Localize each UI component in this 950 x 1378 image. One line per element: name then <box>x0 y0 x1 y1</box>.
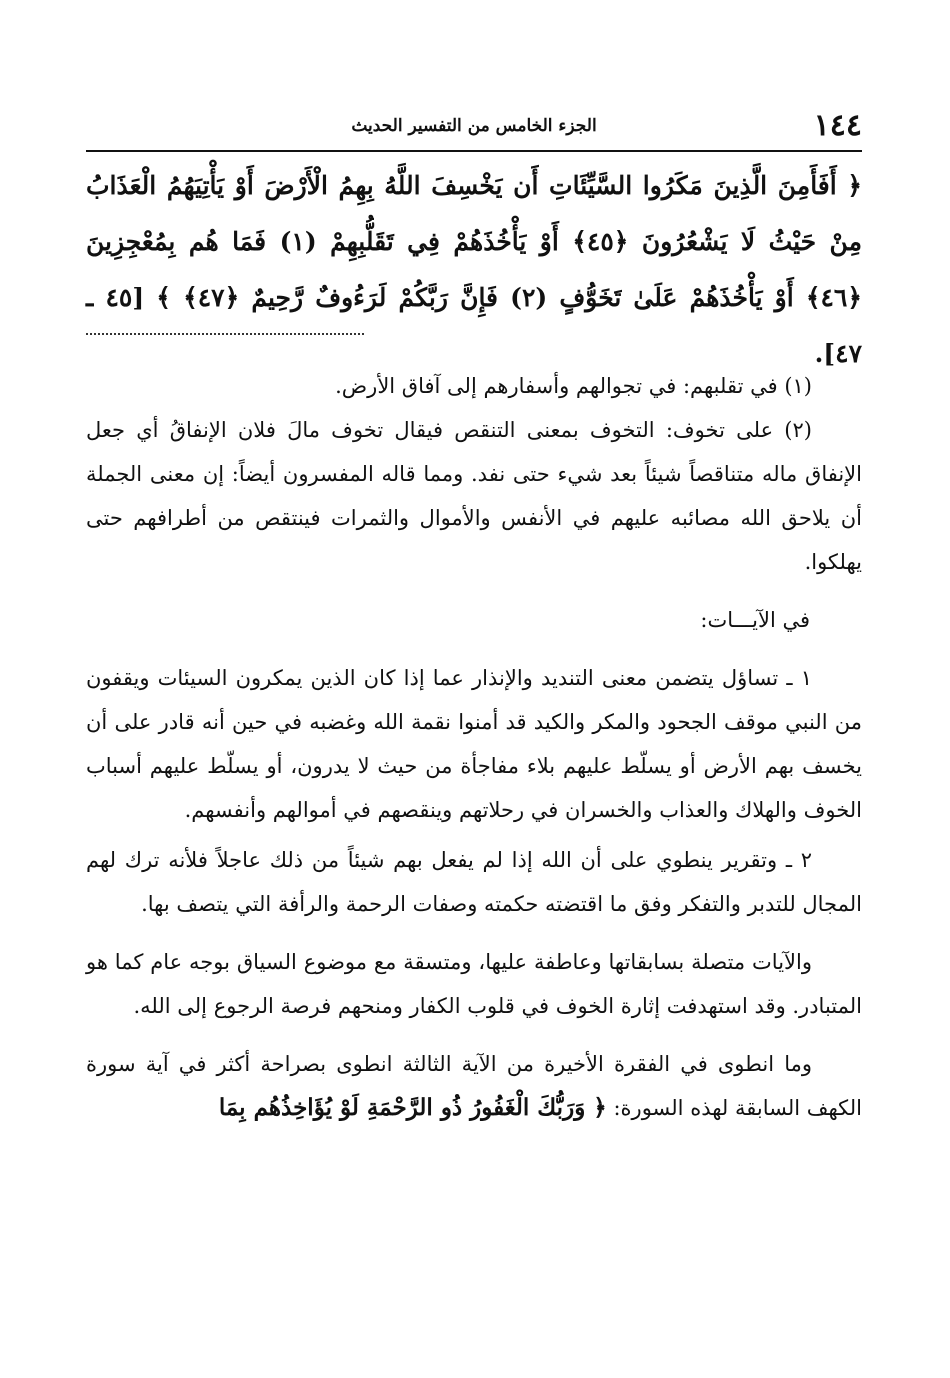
paragraph-point-1: ١ ـ تساؤل يتضمن معنى التنديد والإنذار عما إذا كان الذين يمكرون السيئات ويقفون من النبي موقف الجحود والمكر والكيد قد أمنوا نقمة الله وغضبه في حين أنه قادر على أن يخسف بهم الأرض أو يسلّط عليهم بلاء مفاجأة من حيث لا يدرون، أو يسلّط عليهم أسباب الخوف والهلاك والعذاب والخسران في رحلاتهم وينقصهم في أموالهم وأنفسهم. <box>86 666 862 822</box>
footnote-1: (١) في تقلبهم: في تجوالهم وأسفارهم إلى آفاق الأرض. <box>335 374 812 398</box>
section-heading: في الآيـــات: <box>700 608 810 632</box>
footnote-2: (٢) على تخوف: التخوف بمعنى التنقص فيقال تخوف مالَ فلان الإنفاقُ أي جعل الإنفاق ماله متناقصاً شيئاً بعد شيء حتى نفد. ومما قاله المفسرون أيضاً: إن معنى الجملة أن يلاحق الله مصائبه عليهم في الأنفس والأموال والثمرات فينتقص من أطرافهم حتى يهلكوا. <box>86 418 862 574</box>
paragraph-4-text: وما انطوى في الفقرة الأخيرة من الآية الثالثة انطوى بصراحة أكثر في آية سورة الكهف السابقة لهذه السورة: <box>86 1052 862 1120</box>
paragraph-point-2: ٢ ـ وتقرير ينطوي على أن الله إذا لم يفعل بهم شيئاً من ذلك عاجلاً فلأنه ترك لهم المجال للتدبر والتفكر وفق ما اقتضته حكمته وصفات الرحمة والرأفة التي يتصف بها. <box>86 848 862 916</box>
inline-quran-verse: ﴿ وَرَبُّكَ الْغَفُورُ ذُو الرَّحْمَةِ لَوْ يُؤَاخِذُهُم بِمَا <box>218 1094 607 1121</box>
page-number: ١٤٤ <box>813 108 862 143</box>
body-text <box>86 656 862 1130</box>
paragraph-4 <box>86 1042 862 1130</box>
paragraph-3: والآيات متصلة بسابقاتها وعاطفة عليها، ومتسقة مع موضوع السياق بوجه عام كما هو المتبادر. وقد استهدفت إثارة الخوف في قلوب الكفار ومنحهم فرصة الرجوع إلى الله. <box>86 950 862 1018</box>
footnotes <box>86 364 862 584</box>
page-header <box>86 100 862 152</box>
footnote-separator <box>86 333 364 335</box>
running-title: الجزء الخامس من التفسير الحديث <box>351 116 597 136</box>
quran-verse-block: ﴿ أَفَأَمِنَ الَّذِينَ مَكَرُوا السَّيِّئَاتِ أَن يَخْسِفَ اللَّهُ بِهِمُ الْأَرْضَ أَوْ يَأْتِيَهُمُ الْعَذَابُ مِنْ حَيْثُ لَا يَشْعُرُونَ ﴿٤٥﴾ أَوْ يَأْخُذَهُمْ فِي تَقَلُّبِهِمْ (١) فَمَا هُم بِمُعْجِزِينَ ﴿٤٦﴾ أَوْ يَأْخُذَهُمْ عَلَىٰ تَخَوُّفٍ (٢) فَإِنَّ رَبَّكُمْ لَرَءُوفٌ رَّحِيمٌ ﴿٤٧﴾ ﴾ [٤٥ ـ ٤٧]. <box>86 171 862 368</box>
